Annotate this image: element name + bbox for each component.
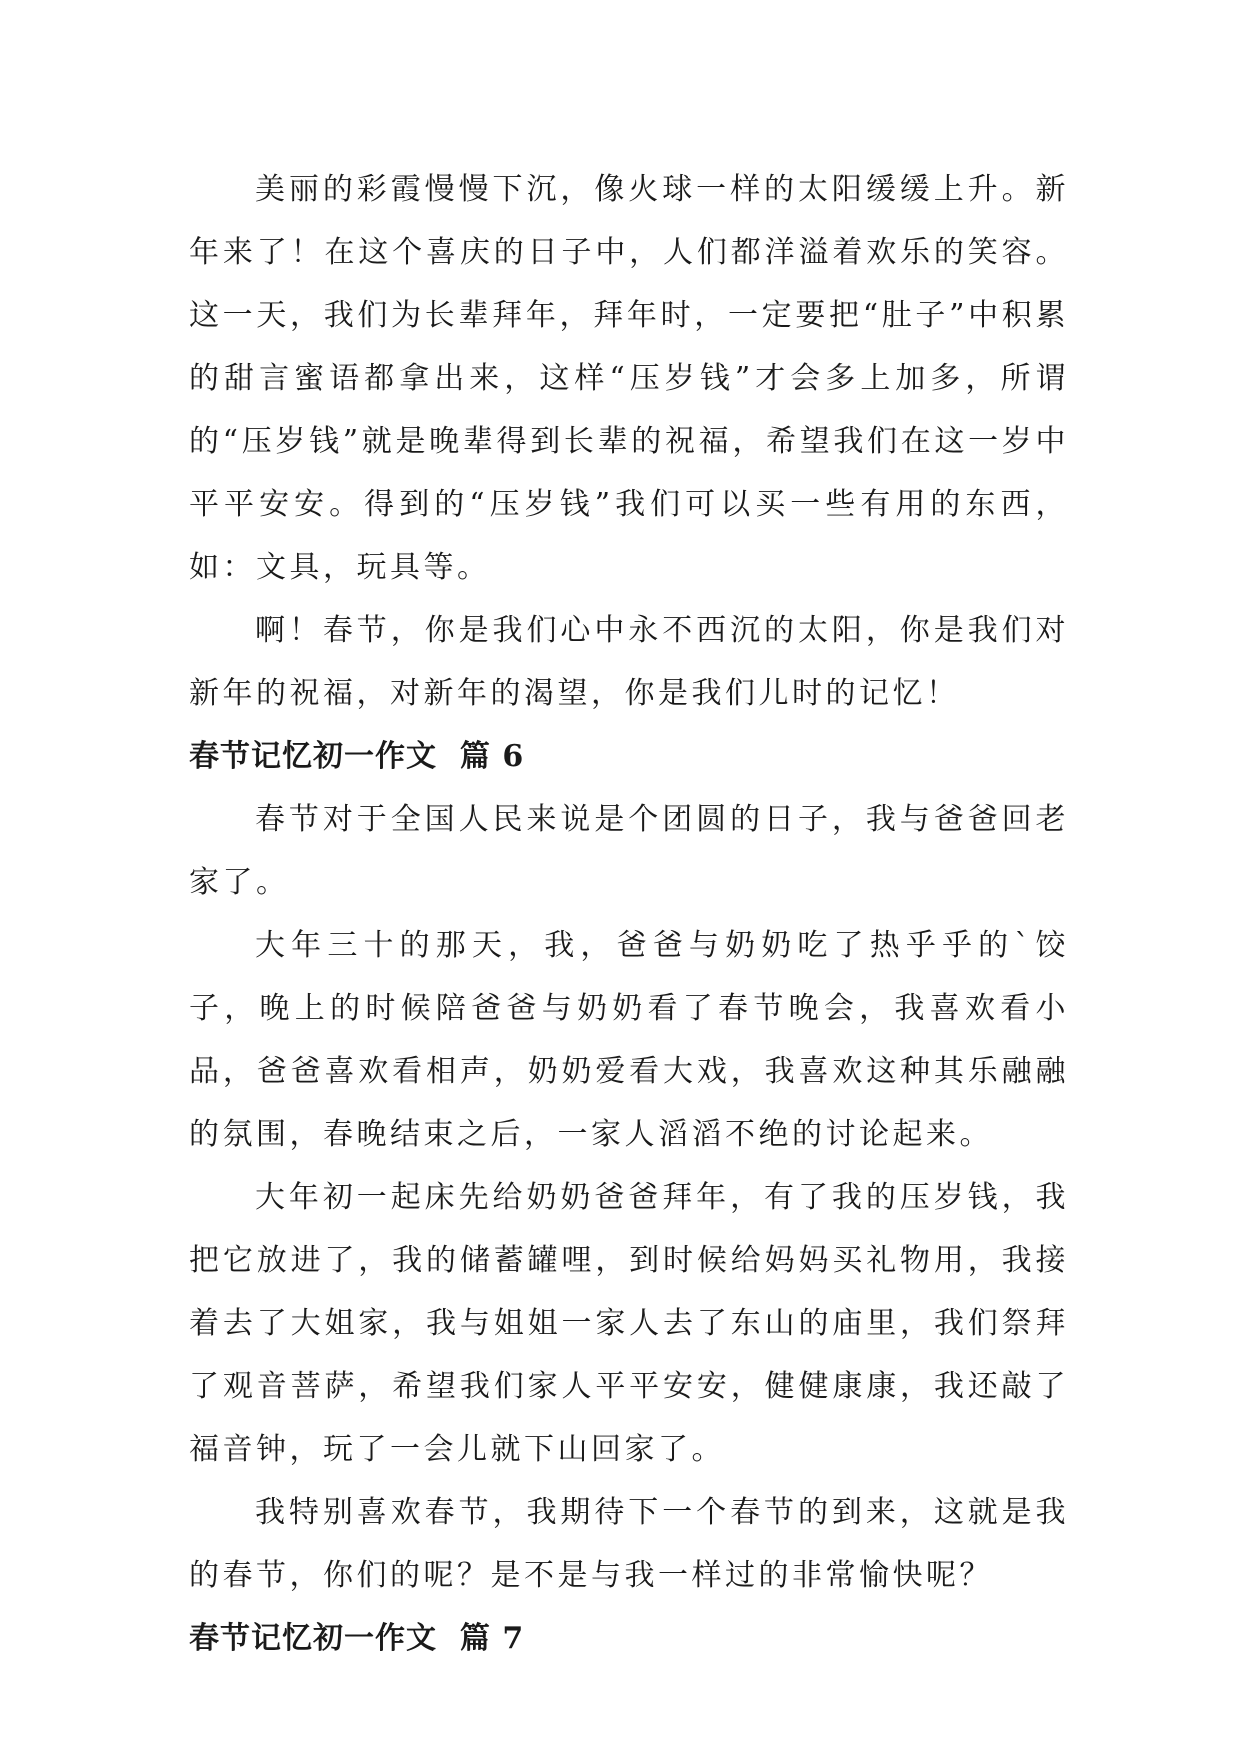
- paragraph: 美丽的彩霞慢慢下沉，像火球一样的太阳缓缓上升。新年来了！在这个喜庆的日子中，人们都洋溢着欢乐的笑容。这一天，我们为长辈拜年，拜年时，一定要把“肚子”中积累的甜言蜜语都拿出来，这样“压岁钱”才会多上加多，所谓的“压岁钱”就是晚辈得到长辈的祝福，希望我们在这一岁中平平安安。得到的“压岁钱”我们可以买一些有用的东西，如：文具，玩具等。: [189, 172, 1069, 585]
- section-heading: 春节记忆初一作文 篇 7: [189, 1621, 525, 1656]
- section-heading: 春节记忆初一作文 篇 6: [189, 739, 525, 774]
- paragraph: 春节对于全国人民来说是个团圆的日子，我与爸爸回老家了。: [189, 802, 1069, 900]
- paragraph: 我特别喜欢春节，我期待下一个春节的到来，这就是我的春节，你们的呢？是不是与我一样过的非常愉快呢？: [189, 1495, 1069, 1593]
- paragraph: 啊！春节，你是我们心中永不西沉的太阳，你是我们对新年的祝福，对新年的渴望，你是我们儿时的记忆！: [189, 613, 1069, 711]
- document-body: [189, 158, 1069, 1670]
- paragraph: 大年初一起床先给奶奶爸爸拜年，有了我的压岁钱，我把它放进了，我的储蓄罐哩，到时候给妈妈买礼物用，我接着去了大姐家，我与姐姐一家人去了东山的庙里，我们祭拜了观音菩萨，希望我们家人平平安安，健健康康，我还敲了福音钟，玩了一会儿就下山回家了。: [189, 1180, 1069, 1467]
- paragraph: 大年三十的那天，我，爸爸与奶奶吃了热乎乎的`饺子，晚上的时候陪爸爸与奶奶看了春节晚会，我喜欢看小品，爸爸喜欢看相声，奶奶爱看大戏，我喜欢这种其乐融融的氛围，春晚结束之后，一家人滔滔不绝的讨论起来。: [189, 928, 1069, 1152]
